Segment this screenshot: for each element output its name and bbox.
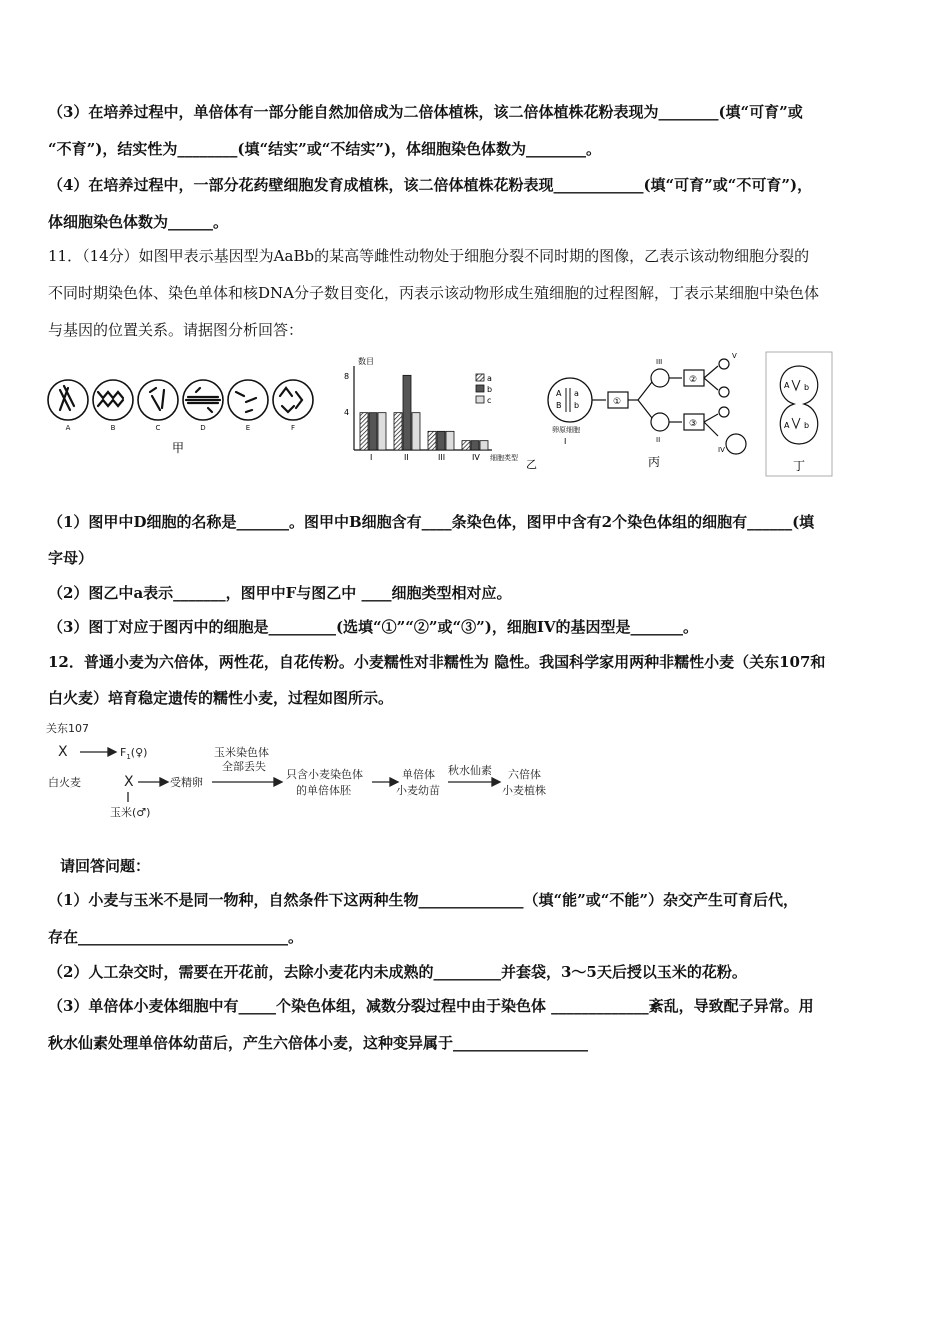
gene-lower-A: A — [784, 421, 790, 430]
q11-2: （2）图乙中a表示_______，图甲中F与图乙中 ____细胞类型相对应。 — [48, 584, 512, 602]
maize-parent: 玉米(♂) — [110, 806, 151, 819]
caption-ding: 丁 — [793, 459, 806, 473]
egg-cell — [726, 434, 746, 454]
x-tick-I: I — [370, 453, 373, 462]
q12-prompt: 请回答问题： — [60, 857, 151, 875]
q12-stem-line1: 12．普通小麦为六倍体，两性花，自花传粉。小麦糯性对非糯性为 隐性。我国科学家用两种非糯性小麦（关东107和 — [48, 653, 826, 671]
legend-swatch-b — [476, 385, 484, 392]
step-maize-lost-1: 玉米染色体 — [214, 746, 269, 759]
legend-label-c: c — [487, 396, 492, 405]
figure-jia — [46, 370, 316, 460]
haploid-seedling-2: 小麦幼苗 — [396, 784, 440, 797]
gene-lower-b: b — [804, 421, 810, 430]
gene-b: b — [574, 401, 580, 410]
x-tick-IV: IV — [472, 453, 480, 462]
figure-wheat-breeding — [46, 718, 566, 828]
bar-c-IV — [480, 441, 488, 450]
circled-1: ① — [613, 397, 622, 407]
roman-I: I — [564, 437, 567, 446]
y-tick-4: 4 — [344, 408, 350, 417]
gene-A: A — [556, 389, 562, 398]
x-tick-III: III — [438, 453, 446, 462]
legend-label-b: b — [487, 385, 493, 394]
gene-upper-b: b — [804, 383, 810, 392]
cell-c — [138, 380, 178, 420]
hexaploid-2: 小麦植株 — [502, 784, 546, 797]
colchicine: 秋水仙素 — [448, 764, 492, 777]
q3-line1: （3）在培养过程中，单倍体有一部分能自然加倍成为二倍体植株，该二倍体植株花粉表现为________(填“可育”或 — [48, 103, 803, 121]
cell-e — [228, 380, 268, 420]
bar-b-I — [369, 413, 377, 450]
legend-label-a: a — [487, 374, 492, 383]
cell-a — [48, 380, 88, 420]
legend-swatch-a — [476, 374, 484, 381]
q11-stem-line2: 不同时期染色体、染色单体和核DNA分子数目变化，丙表示该动物形成生殖细胞的过程图解，丁表示某细胞中染色体 — [48, 284, 819, 302]
figure-yi-chart — [330, 352, 535, 472]
q12-1-line2: 存在____________________________。 — [48, 928, 304, 946]
bar-a-III — [428, 431, 436, 450]
cross-sign-2: X — [124, 774, 134, 790]
gene-B: B — [556, 401, 562, 410]
bar-b-IV — [471, 441, 479, 450]
roman-II: II — [656, 436, 661, 444]
parent-baihuomai: 白火麦 — [48, 776, 81, 789]
q12-2: （2）人工杂交时，需要在开花前，去除小麦花内未成熟的_________并套袋，3～5天后授以玉米的花粉。 — [48, 963, 747, 981]
q11-stem-line3: 与基因的位置关系。请据图分析回答： — [48, 321, 304, 339]
caption-bing: 丙 — [648, 455, 661, 469]
q3-line2: “不育”)，结实性为________(填“结实”或“不结实”)，体细胞染色体数为________。 — [48, 140, 602, 158]
cell-label-c: C — [155, 424, 161, 432]
bar-b-II — [403, 375, 411, 450]
q11-stem-line1: 11．（14分）如图甲表示基因型为AaBb的某高等雌性动物处于细胞分裂不同时期的图像，乙表示该动物细胞分裂的 — [48, 247, 810, 265]
y-axis-label: 数目 — [358, 357, 374, 366]
bar-a-II — [394, 413, 402, 450]
q4-line1: （4）在培养过程中，一部分花药壁细胞发育成植株，该二倍体植株花粉表现____________(填“可育”或“不可育”)， — [48, 176, 813, 194]
hexaploid-1: 六倍体 — [508, 768, 541, 781]
polar-body-1 — [719, 359, 729, 369]
start-label: 卵原细胞 — [552, 426, 580, 434]
x-tick-II: II — [404, 453, 409, 462]
q12-3-line2: 秋水仙素处理单倍体幼苗后，产生六倍体小麦，这种变异属于__________________ — [48, 1034, 589, 1052]
caption-yi: 乙 — [526, 458, 537, 471]
dividing-cell — [780, 366, 817, 444]
q11-1-line2: 字母） — [48, 549, 94, 567]
bar-a-I — [360, 413, 368, 450]
q4-line2: 体细胞染色体数为______。 — [48, 213, 229, 231]
x-axis-label: 细胞类型 — [490, 454, 518, 462]
polar-body-2 — [719, 387, 729, 397]
bar-c-II — [412, 413, 420, 450]
cell-label-e: E — [245, 424, 251, 432]
q12-stem-line2: 白火麦）培育稳定遗传的糯性小麦，过程如图所示。 — [48, 689, 394, 707]
cell-II-lower — [651, 413, 669, 431]
figure-ding — [766, 352, 832, 476]
circled-2: ② — [689, 375, 698, 385]
bar-a-IV — [462, 441, 470, 450]
cross-sign-1: X — [58, 744, 68, 760]
f1-label: $F_1(♀)$ — [120, 746, 148, 761]
haploid-embryo-1: 只含小麦染色体 — [286, 768, 363, 781]
circled-3: ③ — [689, 419, 698, 429]
roman-IV: IV — [718, 446, 725, 454]
caption-jia: 甲 — [171, 441, 185, 455]
y-tick-8: 8 — [344, 372, 350, 381]
polar-body-3 — [719, 407, 729, 417]
gene-a: a — [574, 389, 579, 398]
haploid-seedling-1: 单倍体 — [402, 768, 435, 781]
haploid-embryo-2: 的单倍体胚 — [296, 784, 351, 797]
cell-label-a: A — [65, 424, 71, 432]
bar-c-III — [446, 431, 454, 450]
gene-upper-A: A — [784, 381, 790, 390]
figure-bing — [540, 352, 760, 476]
fertilized-egg: 受精卵 — [170, 776, 203, 789]
step-maize-lost-2: 全部丢失 — [222, 760, 266, 773]
bar-b-III — [437, 431, 445, 450]
cell-label-b: B — [110, 424, 116, 432]
q12-3-line1: （3）单倍体小麦体细胞中有_____个染色体组，减数分裂过程中由于染色体 _____________紊乱，导致配子异常。用 — [48, 997, 814, 1015]
cell-label-d: D — [200, 424, 206, 432]
q11-1-line1: （1）图甲中D细胞的名称是_______。图甲中B细胞含有____条染色体，图甲中含有2个染色体组的细胞有______(填 — [48, 513, 815, 531]
cell-II-upper — [651, 369, 669, 387]
roman-III: III — [656, 358, 663, 366]
roman-V: V — [732, 352, 737, 360]
cell-label-f: F — [290, 424, 296, 432]
q11-3: （3）图丁对应于图丙中的细胞是_________(选填“①”“②”或“③”)，细胞IV的基因型是_______。 — [48, 618, 699, 636]
legend-swatch-c — [476, 396, 484, 403]
bar-c-I — [378, 413, 386, 450]
q12-1-line1: （1）小麦与玉米不是同一物种，自然条件下这两种生物______________（填“能”或“不能”）杂交产生可育后代， — [48, 891, 798, 909]
cell-f — [273, 380, 313, 420]
parent-guandong: 关东107 — [46, 722, 89, 735]
